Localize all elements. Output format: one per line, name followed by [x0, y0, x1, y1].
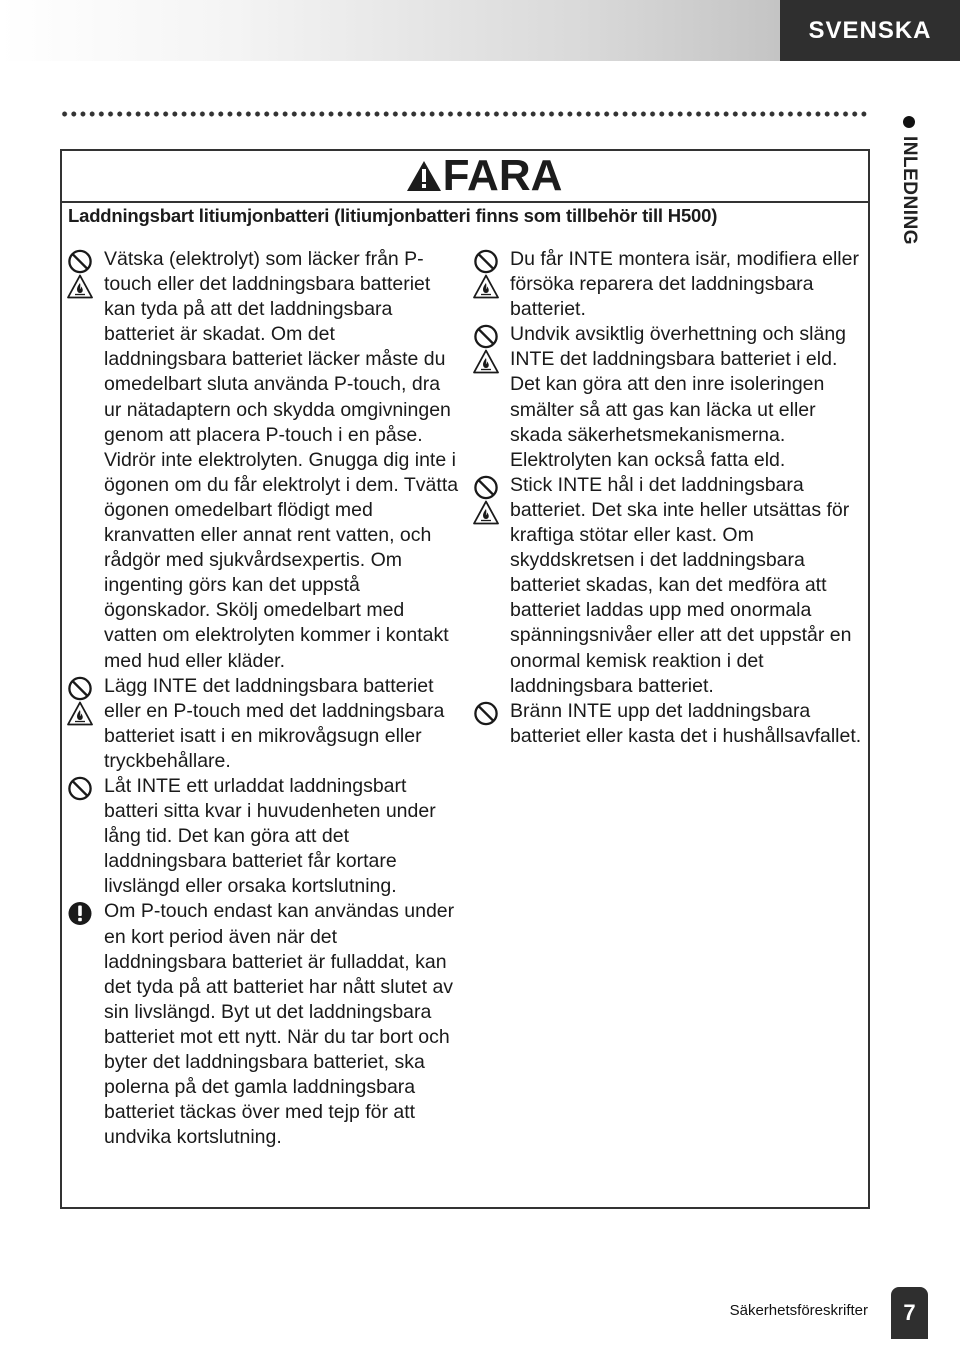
warning-subtitle: Laddningsbart litiumjonbatteri (litiumjonbatteri finns som tillbehör till H500)	[68, 205, 718, 226]
warning-text: Vidrör inte elektrolyten. Gnugga dig inte i ögonen om du får elektrolyt i dem. Tvätta ögonen omedelbart flödigt med kranvatten eller annat rent vatten, och rådgör med sjukvårdsexpertis. Om ingenting görs kan det uppstå ögonskador. Skölj omedelbart med vatten om elektrolyten kommer i kontakt med hud eller kläder.	[104, 448, 459, 672]
warning-item	[62, 774, 462, 899]
warning-text: Vätska (elektrolyt) som läcker från P-touch eller det laddningsbara batteriet kan tyda på att det laddningsbara batteriet är skadat. Om det laddningsbara batteriet läcker måste du omedelbart sluta använda P-touch, dra ur nätadaptern och skydda omgivningen genom att placera P-touch i en påse.	[104, 248, 451, 446]
fire-hazard-icon	[67, 701, 93, 726]
warning-item	[62, 899, 462, 1150]
fire-hazard-icon	[473, 349, 499, 374]
dotted-divider	[60, 109, 870, 119]
warning-item	[62, 247, 462, 674]
warning-item-icons	[468, 249, 506, 299]
warning-title	[406, 151, 563, 201]
warning-text: Om P-touch endast kan användas under en kort period även när det laddningsbara batteriet är fulladdat, kan det tyda på att batteriet har nått slutet av sin livslängd. Byt ut det laddningsbara batteriet mot ett nytt. När du tar bort och byter det laddningsbara batteriet, ska polerna på det gamla laddningsbara batteriet täckas över med tejp för att undvika kortslutning.	[104, 900, 455, 1149]
prohibition-icon	[473, 249, 499, 274]
language-tab: SVENSKA	[780, 0, 960, 61]
warning-item-icons	[62, 776, 100, 801]
prohibition-icon	[473, 324, 499, 349]
prohibition-icon	[67, 676, 93, 701]
warning-item	[468, 473, 864, 699]
header-gradient-bar	[0, 0, 780, 61]
warning-item-icons	[468, 475, 506, 525]
fire-hazard-icon	[473, 274, 499, 299]
warning-header	[62, 151, 868, 203]
prohibition-icon	[473, 475, 499, 500]
warning-item-icons	[468, 324, 506, 374]
right-column	[468, 247, 864, 749]
warning-item-icons	[62, 901, 100, 926]
warning-text: Du får INTE montera isär, modifiera eller försöka reparera det laddningsbara batteriet.	[510, 248, 859, 321]
page-number: 7	[891, 1287, 928, 1339]
footer-section-label: Säkerhetsföreskrifter	[729, 1302, 868, 1319]
warning-text: Lägg INTE det laddningsbara batteriet eller en P-touch med det laddningsbara batteriet isatt i en mikrovågsugn eller tryckbehållare.	[104, 674, 445, 772]
fire-hazard-icon	[67, 274, 93, 299]
danger-warning-box	[60, 149, 870, 1209]
warning-item	[62, 674, 462, 774]
section-name: INLEDNING	[899, 136, 920, 245]
section-side-label	[896, 116, 922, 256]
warning-text: Undvik avsiktlig överhettning och släng INTE det laddningsbara batteriet i eld. Det kan göra att den inre isoleringen smälter så att gas kan läcka ut eller skada säkerhetsmekanismerna. Elektrolyten kan också fatta eld.	[510, 323, 847, 471]
warning-title-text: FARA	[442, 151, 563, 200]
warning-item-icons	[62, 249, 100, 299]
warning-text: Låt INTE ett urladdat laddningsbart batteri sitta kvar i huvudenheten under lång tid. Det kan göra att det laddningsbara batteriet får kortare livslängd eller orsaka kortslutning.	[104, 774, 436, 898]
warning-item	[468, 247, 864, 322]
warning-item	[468, 322, 864, 473]
warning-triangle-icon	[406, 160, 442, 192]
prohibition-icon	[67, 776, 93, 801]
warning-item-icons	[62, 676, 100, 726]
prohibition-icon	[67, 249, 93, 274]
warning-text: Stick INTE hål i det laddningsbara batteriet. Det ska inte heller utsättas för kraftiga stötar eller kast. Om skyddskretsen i det laddningsbara batteriet skadas, kan det medföra att batteriet laddas upp med onormala spänningsnivåer eller att det uppstår en onormal kemisk reaktion i det laddningsbara batteriet.	[510, 473, 852, 697]
left-column	[62, 247, 462, 1150]
bullet-icon	[903, 116, 915, 128]
warning-text: Bränn INTE upp det laddningsbara batteriet eller kasta det i hushållsavfallet.	[510, 699, 862, 747]
mandatory-action-icon	[67, 901, 93, 926]
warning-item	[468, 699, 864, 749]
fire-hazard-icon	[473, 500, 499, 525]
warning-item-icons	[468, 701, 506, 726]
prohibition-icon	[473, 701, 499, 726]
